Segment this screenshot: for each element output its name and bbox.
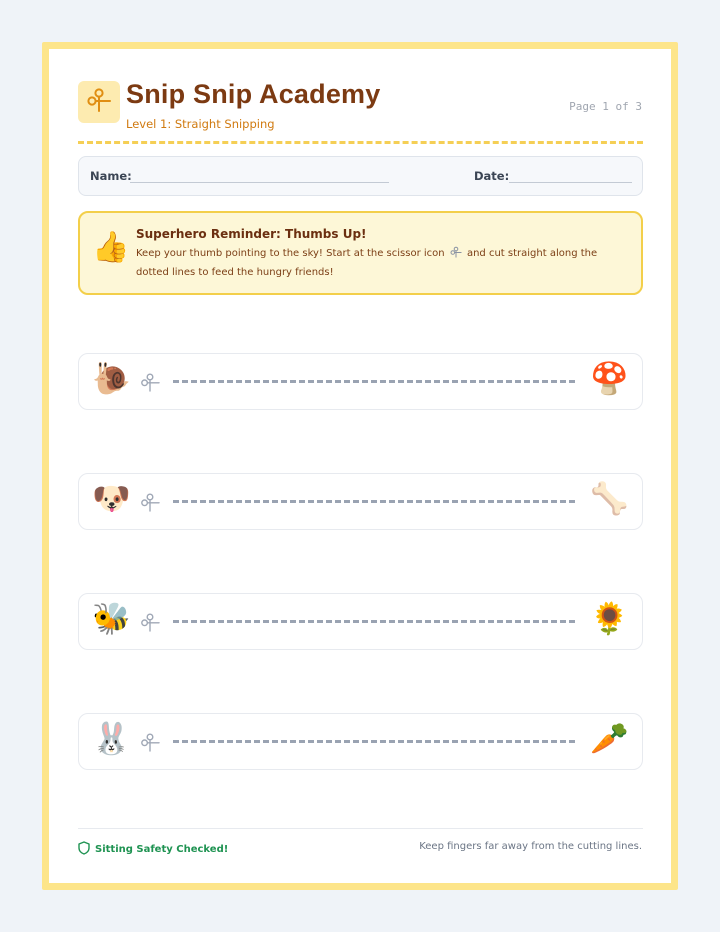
scissors-icon xyxy=(140,612,160,636)
safety-text: Sitting Safety Checked! xyxy=(95,844,229,855)
sunflower-icon: 🌻 xyxy=(590,601,629,637)
safety-check xyxy=(78,840,228,859)
scissors-icon xyxy=(140,732,160,756)
level-subtitle: Level 1: Straight Snipping xyxy=(126,117,275,131)
reminder-text-start: Keep your thumb pointing to the sky! Start at the scissor icon xyxy=(136,248,445,259)
cutting-row xyxy=(78,473,643,530)
scissors-icon xyxy=(140,492,160,516)
name-field[interactable] xyxy=(130,182,389,183)
scissors-icon xyxy=(140,372,160,396)
mushroom-icon: 🍄 xyxy=(590,361,629,397)
page-title: Snip Snip Academy xyxy=(126,79,381,109)
reminder-text xyxy=(136,245,631,281)
footer-divider xyxy=(78,828,643,829)
footer-note: Keep fingers far away from the cutting lines. xyxy=(419,841,642,852)
thumbs-up-icon: 👍 xyxy=(92,230,130,265)
header-divider xyxy=(78,141,643,144)
date-field[interactable] xyxy=(509,182,632,183)
shield-icon xyxy=(78,840,90,859)
dotted-cut-line[interactable] xyxy=(173,500,575,503)
dotted-cut-line[interactable] xyxy=(173,620,575,623)
reminder-callout xyxy=(78,211,643,295)
reminder-title: Superhero Reminder: Thumbs Up! xyxy=(136,227,367,241)
worksheet-page xyxy=(42,42,678,890)
rabbit-icon: 🐰 xyxy=(92,721,131,757)
date-label: Date: xyxy=(474,169,510,183)
scissors-icon xyxy=(86,87,112,117)
reminder-text-end: and cut straight along the dotted lines to feed the hungry friends! xyxy=(136,248,598,278)
page-indicator: Page 1 of 3 xyxy=(569,100,642,113)
scissors-icon xyxy=(450,246,462,264)
dotted-cut-line[interactable] xyxy=(173,740,575,743)
name-label: Name: xyxy=(90,169,132,183)
cutting-row xyxy=(78,353,643,410)
student-info-bar xyxy=(78,156,643,196)
carrot-icon: 🥕 xyxy=(590,721,629,757)
dog-icon: 🐶 xyxy=(92,481,131,517)
snail-icon: 🐌 xyxy=(92,361,131,397)
bee-icon: 🐝 xyxy=(92,601,131,637)
cutting-row xyxy=(78,593,643,650)
bone-icon: 🦴 xyxy=(590,481,629,517)
dotted-cut-line[interactable] xyxy=(173,380,575,383)
cutting-row xyxy=(78,713,643,770)
logo-badge xyxy=(78,81,120,123)
